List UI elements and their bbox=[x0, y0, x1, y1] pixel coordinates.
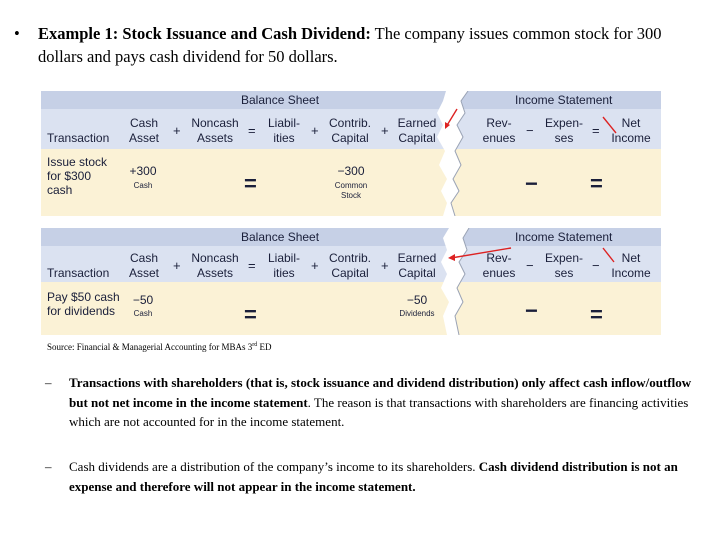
plus-sign: + bbox=[311, 123, 319, 138]
arrow-line bbox=[603, 248, 614, 262]
balance-sheet-title: Balance Sheet bbox=[241, 230, 320, 244]
col-earned-capital: Earned Capital bbox=[397, 116, 437, 145]
transaction-description: Pay $50 cash for dividends bbox=[47, 290, 120, 318]
example-heading bbox=[14, 22, 704, 68]
balance-sheet-title: Balance Sheet bbox=[241, 93, 320, 107]
equals-sign: = bbox=[244, 171, 257, 196]
minus-sign: − bbox=[525, 298, 538, 323]
point-bold: Cash dividend distribution is not an expense and therefore will not appear in the income statement. bbox=[69, 459, 678, 494]
heading-text: The company issues common stock for 300 dollars and pays cash dividend for 50 dollars. bbox=[38, 24, 662, 66]
equals-sign: = bbox=[248, 123, 256, 138]
col-net-income: Net Income bbox=[611, 251, 651, 280]
source-citation: Source: Financial & Managerial Accounting for MBAs 3rd ED bbox=[47, 342, 272, 352]
equals-sign: = bbox=[244, 302, 257, 327]
contrib-value: −300 bbox=[337, 164, 365, 178]
earned-note: Dividends bbox=[399, 309, 435, 318]
stock-issuance-table bbox=[41, 91, 661, 216]
col-earned-capital: Earned Capital bbox=[397, 251, 437, 280]
cash-note: Cash bbox=[133, 309, 153, 318]
dash-marker: – bbox=[45, 459, 52, 474]
col-noncash: Noncash Assets bbox=[191, 116, 239, 145]
col-liabilities: Liabil- ities bbox=[267, 116, 300, 145]
point-text: . The reason is that transactions with shareholders are financing activities which are not accounted for in the income statement. bbox=[69, 394, 689, 429]
col-liabilities: Liabil- ities bbox=[267, 251, 300, 280]
point-text: Cash dividends are a distribution of the company’s income to its shareholders. bbox=[69, 459, 479, 474]
plus-sign: + bbox=[311, 258, 319, 273]
cash-note: Cash bbox=[133, 181, 153, 190]
col-contrib-capital: Contrib. Capital bbox=[328, 251, 372, 280]
torn-divider bbox=[41, 91, 661, 216]
dash-marker: – bbox=[45, 375, 52, 390]
equals-sign: = bbox=[590, 302, 603, 327]
point-bold: Transactions with shareholders (that is, stock issuance and dividend distribution) only affect cash inflow/outflow but not net income in the income statement bbox=[69, 375, 692, 410]
contrib-note: Common Stock bbox=[334, 181, 368, 200]
cash-value: −50 bbox=[132, 293, 154, 307]
minus-sign: − bbox=[592, 258, 600, 273]
list-item bbox=[45, 457, 705, 496]
equals-sign: = bbox=[592, 123, 600, 138]
minus-sign: − bbox=[526, 258, 534, 273]
list-item bbox=[45, 373, 705, 432]
arrow-line bbox=[603, 117, 616, 133]
col-net-income: Net Income bbox=[611, 116, 651, 145]
earned-value: −50 bbox=[406, 293, 428, 307]
col-noncash: Noncash Assets bbox=[191, 251, 239, 280]
tear-shape bbox=[437, 91, 468, 216]
col-cash: Cash Asset bbox=[128, 116, 159, 145]
col-revenues: Rev- enues bbox=[482, 116, 516, 145]
minus-sign: − bbox=[526, 123, 534, 138]
torn-divider bbox=[41, 228, 661, 335]
col-transaction: Transaction bbox=[47, 131, 110, 145]
income-statement-title: Income Statement bbox=[515, 230, 613, 244]
equals-sign: = bbox=[590, 171, 603, 196]
cash-dividend-table bbox=[41, 228, 661, 335]
heading-bold: Example 1: Stock Issuance and Cash Dividend: bbox=[38, 24, 371, 43]
cash-value: +300 bbox=[129, 164, 157, 178]
col-expenses: Expen- ses bbox=[544, 116, 584, 145]
plus-sign: + bbox=[381, 258, 389, 273]
bullet: • bbox=[14, 24, 20, 43]
col-transaction: Transaction bbox=[47, 266, 110, 280]
plus-sign: + bbox=[173, 258, 181, 273]
plus-sign: + bbox=[381, 123, 389, 138]
col-contrib-capital: Contrib. Capital bbox=[328, 116, 372, 145]
equals-sign: = bbox=[248, 258, 256, 273]
plus-sign: + bbox=[173, 123, 181, 138]
income-statement-title: Income Statement bbox=[515, 93, 613, 107]
transaction-description: Issue stock for $300 cash bbox=[47, 155, 108, 197]
minus-sign: − bbox=[525, 171, 538, 196]
col-cash: Cash Asset bbox=[128, 251, 159, 280]
col-expenses: Expen- ses bbox=[544, 251, 584, 280]
col-revenues: Rev- enues bbox=[482, 251, 516, 280]
